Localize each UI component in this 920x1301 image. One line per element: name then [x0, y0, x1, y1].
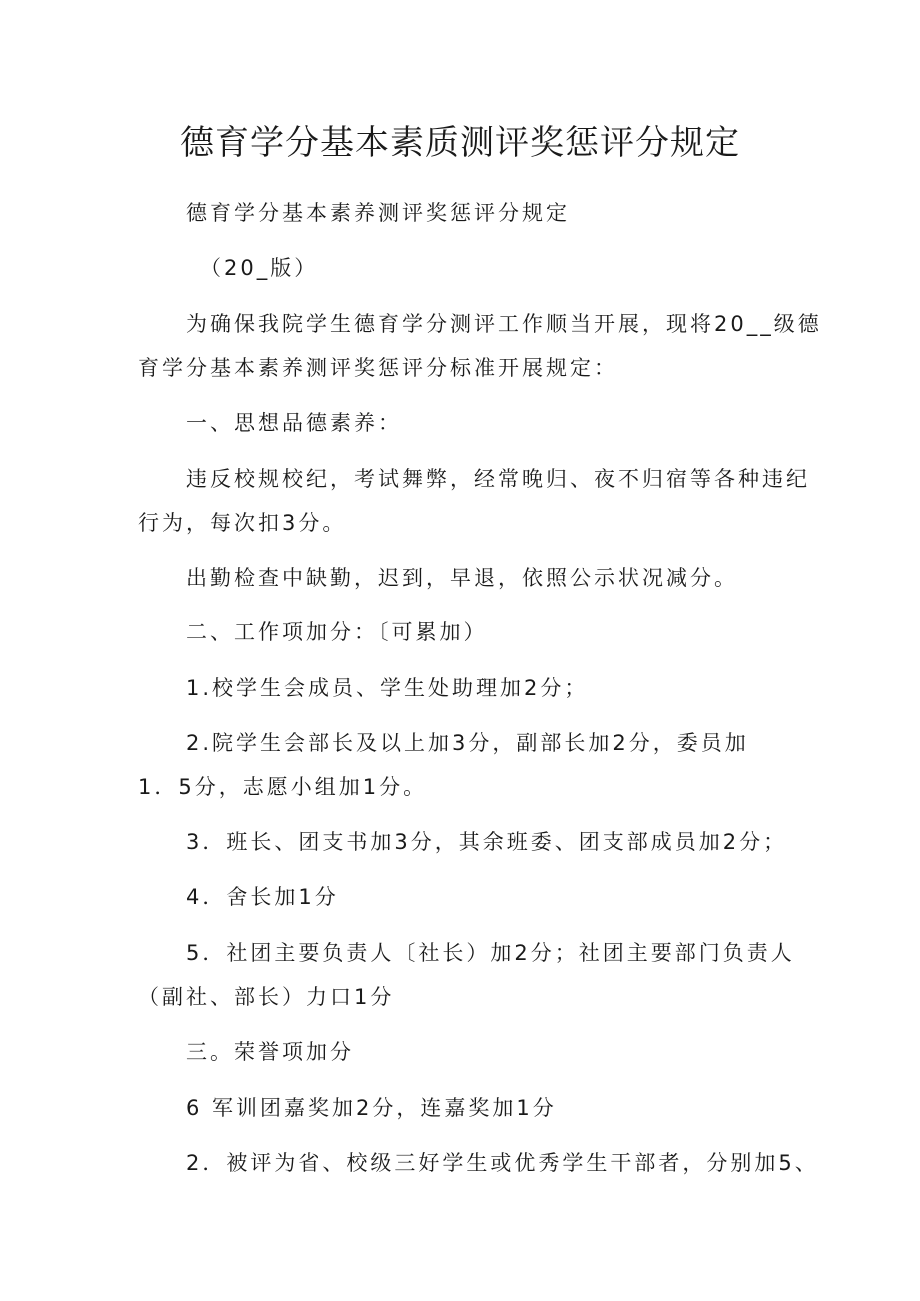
list-item-continuation: （副社、部长）力口1分 [138, 985, 395, 1009]
list-item-continuation: 1．5分，志愿小组加1分。 [138, 775, 428, 799]
list-item: 2.院学生会部长及以上加3分，副部长加2分，委员加 [186, 731, 749, 755]
list-item: 5．社团主要负责人〔社长）加2分；社团主要部门负责人 [186, 941, 795, 965]
document-title: 德育学分基本素质测评奖惩评分规定 [180, 123, 740, 163]
list-item: 1.校学生会成员、学生处助理加2分； [186, 676, 589, 700]
edition-line: （20_版） [200, 256, 319, 280]
list-item: 4．舍长加1分 [186, 885, 339, 909]
list-item: 6 军训团嘉奖加2分，连嘉奖加1分 [186, 1096, 557, 1120]
section-heading: 一、思想品德素养： [186, 411, 402, 435]
list-item: 2．被评为省、校级三好学生或优秀学生干部者，分别加5、 [186, 1151, 819, 1175]
paragraph-line: 为确保我院学生德育学分测评工作顺当开展，现将20__级德 [186, 312, 822, 336]
subtitle-line: 德育学分基本素养测评奖惩评分规定 [186, 201, 570, 225]
paragraph-line: 出勤检查中缺勤，迟到，早退，依照公示状况减分。 [186, 566, 738, 590]
paragraph-line: 违反校规校纪，考试舞弊，经常晚归、夜不归宿等各种违纪 [186, 467, 810, 491]
paragraph-line: 行为，每次扣3分。 [138, 511, 347, 535]
paragraph-line: 育学分基本素养测评奖惩评分标准开展规定： [138, 356, 618, 380]
section-heading: 三。荣誉项加分 [186, 1040, 354, 1064]
list-item: 3．班长、团支书加3分，其余班委、团支部成员加2分； [186, 830, 788, 854]
section-heading: 二、工作项加分：〔可累加） [186, 620, 488, 644]
